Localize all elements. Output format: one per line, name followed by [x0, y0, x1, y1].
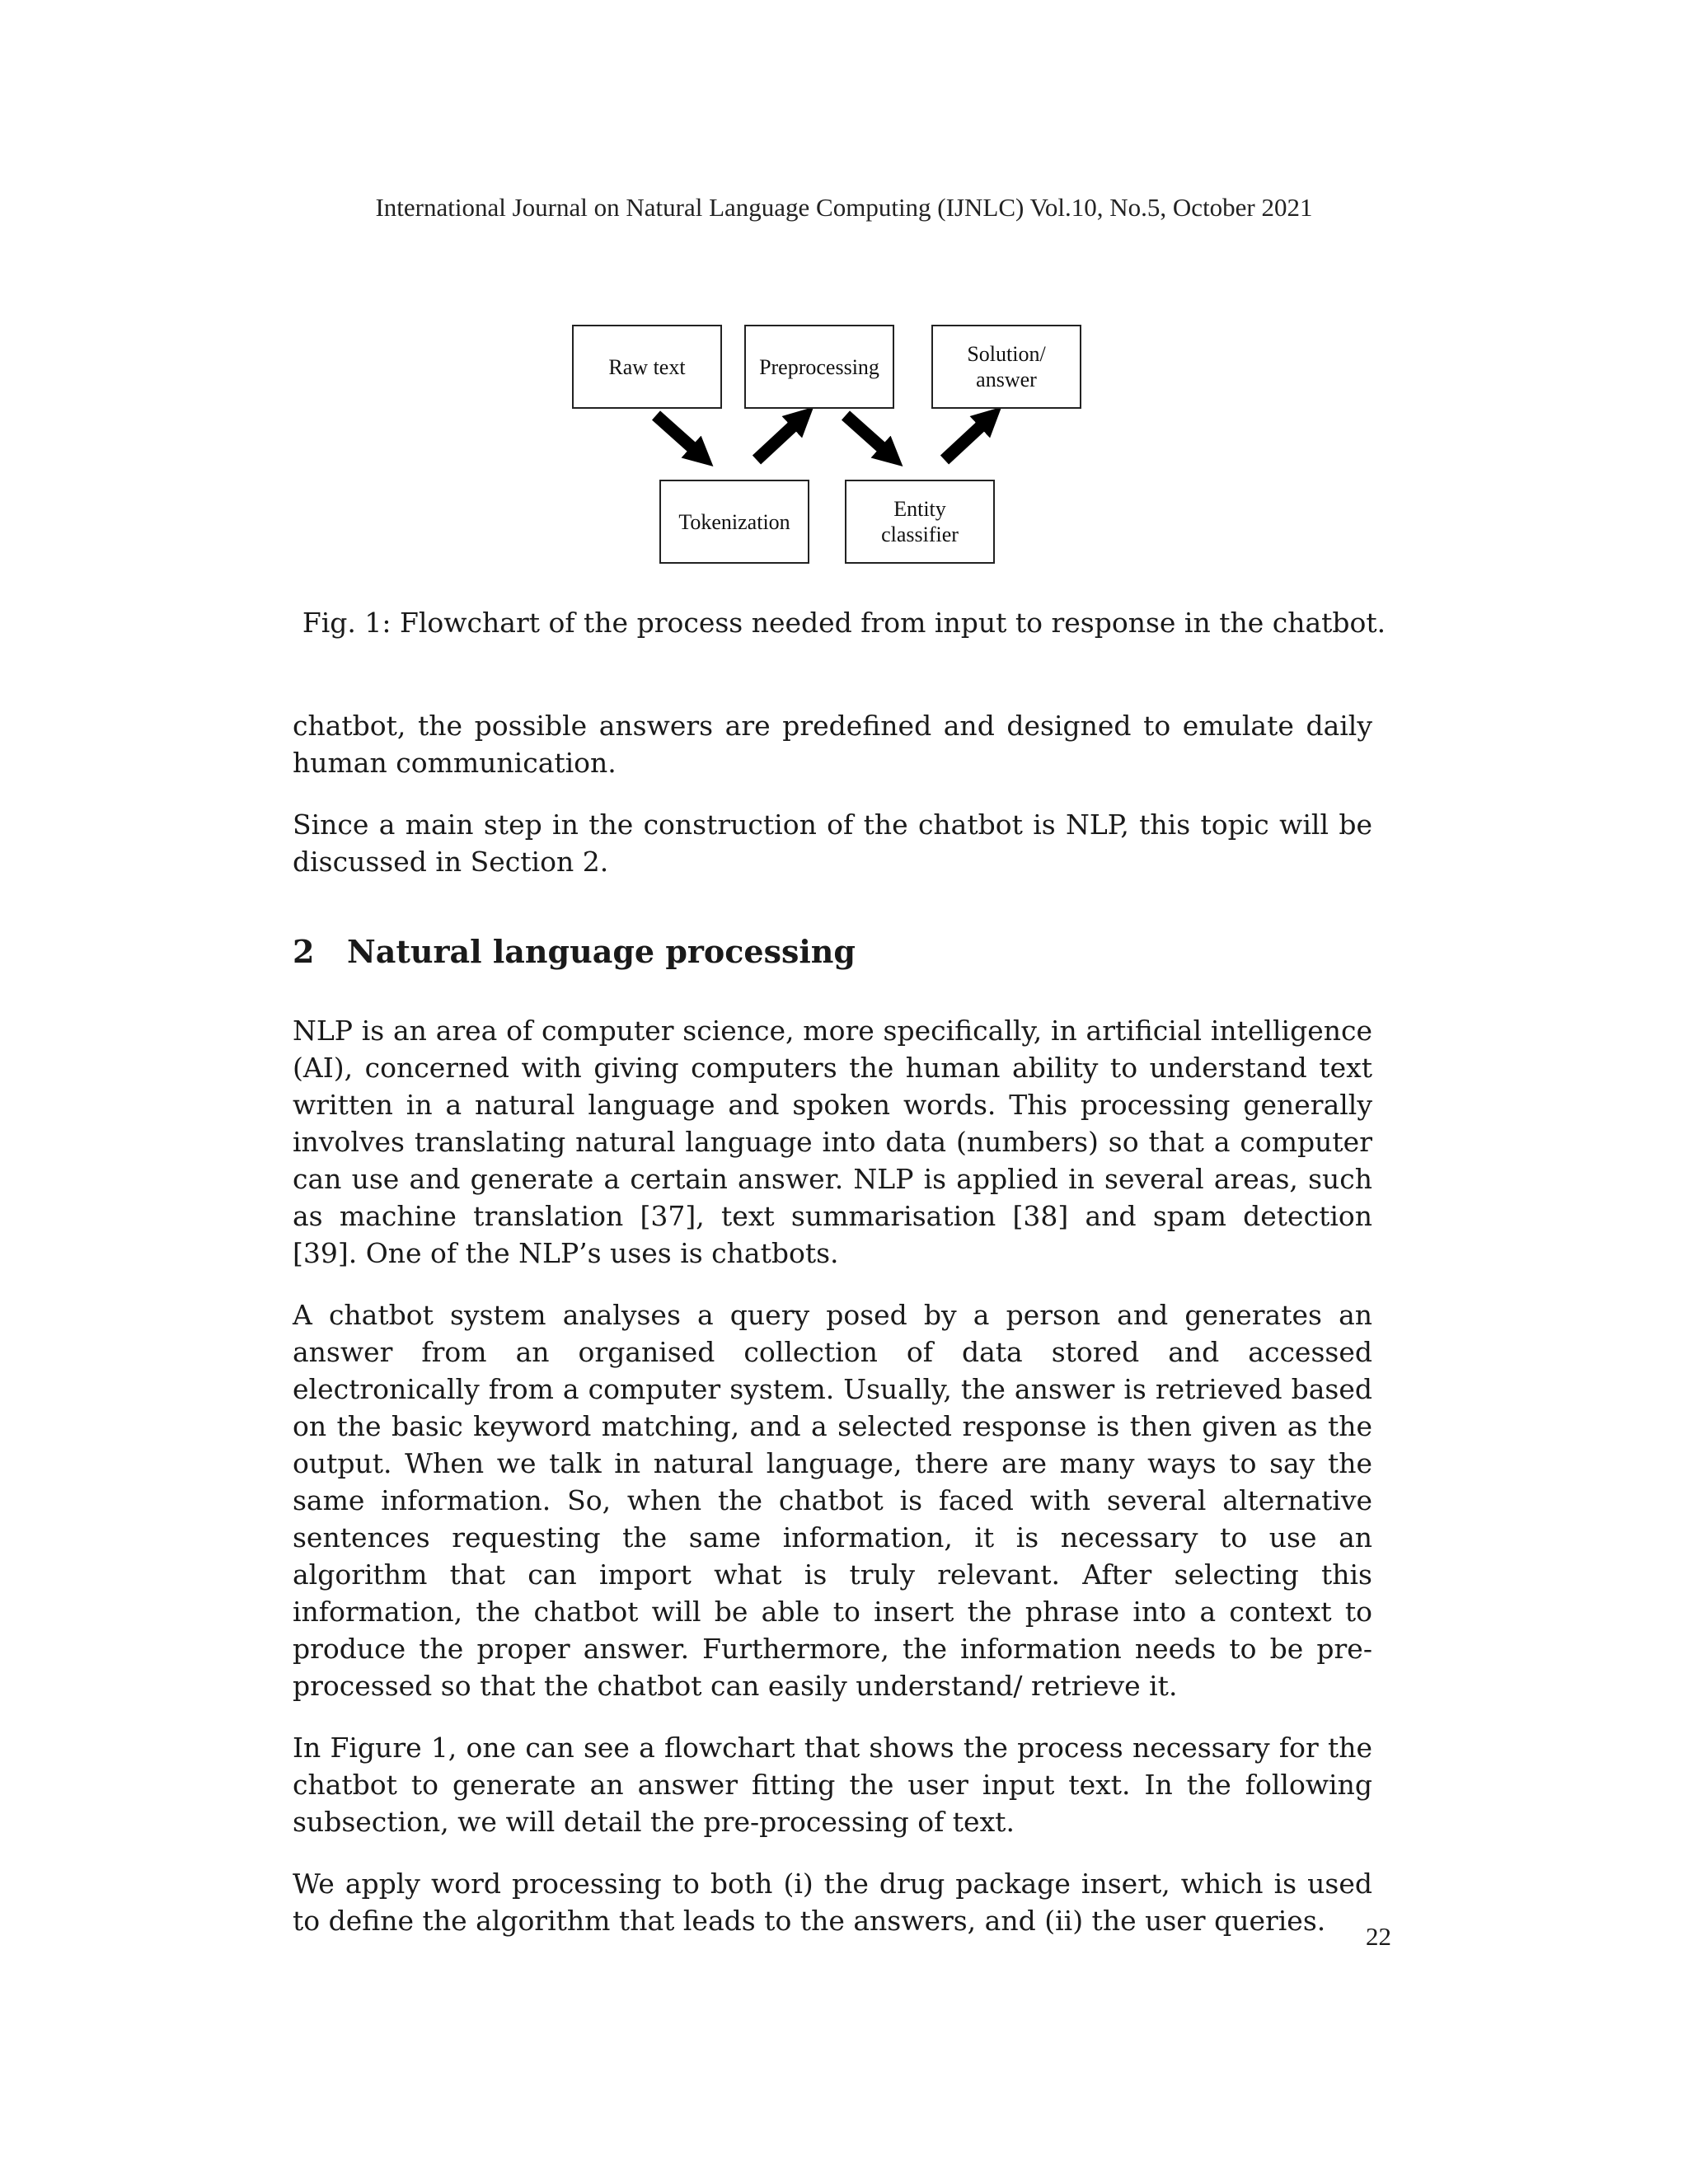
arrow-raw-to-tokenization [656, 415, 702, 457]
box-raw-text-label: Raw text [608, 354, 686, 379]
box-raw-text [572, 325, 722, 409]
box-solution-answer [931, 325, 1081, 409]
box-preprocessing [744, 325, 894, 409]
box-entity-line1: Entity [893, 497, 946, 521]
page-number: 22 [1366, 1922, 1391, 1951]
paragraph-6: We apply word processing to both (i) the drug package insert, which is used to define the algorithm that leads to the answers, and (ii) the user queries. [293, 1868, 1372, 1937]
figure-caption: Fig. 1: Flowchart of the process needed from input to response in the chatbot. [302, 607, 1386, 639]
paragraph-3: NLP is an area of computer science, more specifically, in artificial intelligence (AI), concerned with giving computers the human ability to understand text written in a natural language and spoken words. This processing generally involves translating natural language into data (numbers) so that a computer can use and generate a certain answer. NLP is applied in several areas, such as machine translation [37], text summarisation [38] and spam detection [39]. One of the NLP’s uses is chatbots. [293, 1015, 1372, 1269]
section-title: Natural language processing [347, 933, 856, 970]
section-heading [293, 931, 1372, 972]
flowchart-figure [560, 313, 1088, 577]
journal-header: International Journal on Natural Language Computing (IJNLC) Vol.10, No.5, October 2021 [375, 193, 1313, 222]
section-number: 2 [293, 933, 315, 970]
arrow-preprocessing-to-entity [846, 415, 892, 457]
arrow-entity-to-solution [945, 417, 991, 460]
body-text [293, 707, 1372, 1964]
arrow-tokenization-to-preprocessing [757, 417, 803, 460]
paragraph-4: A chatbot system analyses a query posed by a person and generates an answer from an organised collection of data stored and accessed electronically from a computer system. Usually, the answer is retrieved based on the basic keyword matching, and a selected response is then given as the output. When we talk in natural language, there are many ways to say the same information. So, when the chatbot is faced with several alternative sentences requesting the same information, it is necessary to use an algorithm that can import what is truly relevant. After selecting this information, the chatbot will be able to insert the phrase into a context to produce the proper answer. Furthermore, the information needs to be pre-processed so that the chatbot can easily understand/ retrieve it. [293, 1299, 1372, 1702]
box-tokenization-label: Tokenization [678, 509, 790, 534]
paragraph-1: chatbot, the possible answers are predefined and designed to emulate daily human communication. [293, 710, 1372, 779]
box-preprocessing-label: Preprocessing [759, 354, 879, 379]
box-entity-classifier [845, 480, 995, 564]
box-entity-line2: classifier [881, 523, 959, 546]
box-tokenization [659, 480, 809, 564]
paragraph-2: Since a main step in the construction of the chatbot is NLP, this topic will be discussed in Section 2. [293, 808, 1372, 878]
box-solution-line1: Solution/ [967, 342, 1046, 366]
box-solution-line2: answer [976, 368, 1037, 391]
paragraph-5: In Figure 1, one can see a flowchart that shows the process necessary for the chatbot to generate an answer fitting the user input text. In the following subsection, we will detail the pre-processing of text. [293, 1732, 1372, 1838]
